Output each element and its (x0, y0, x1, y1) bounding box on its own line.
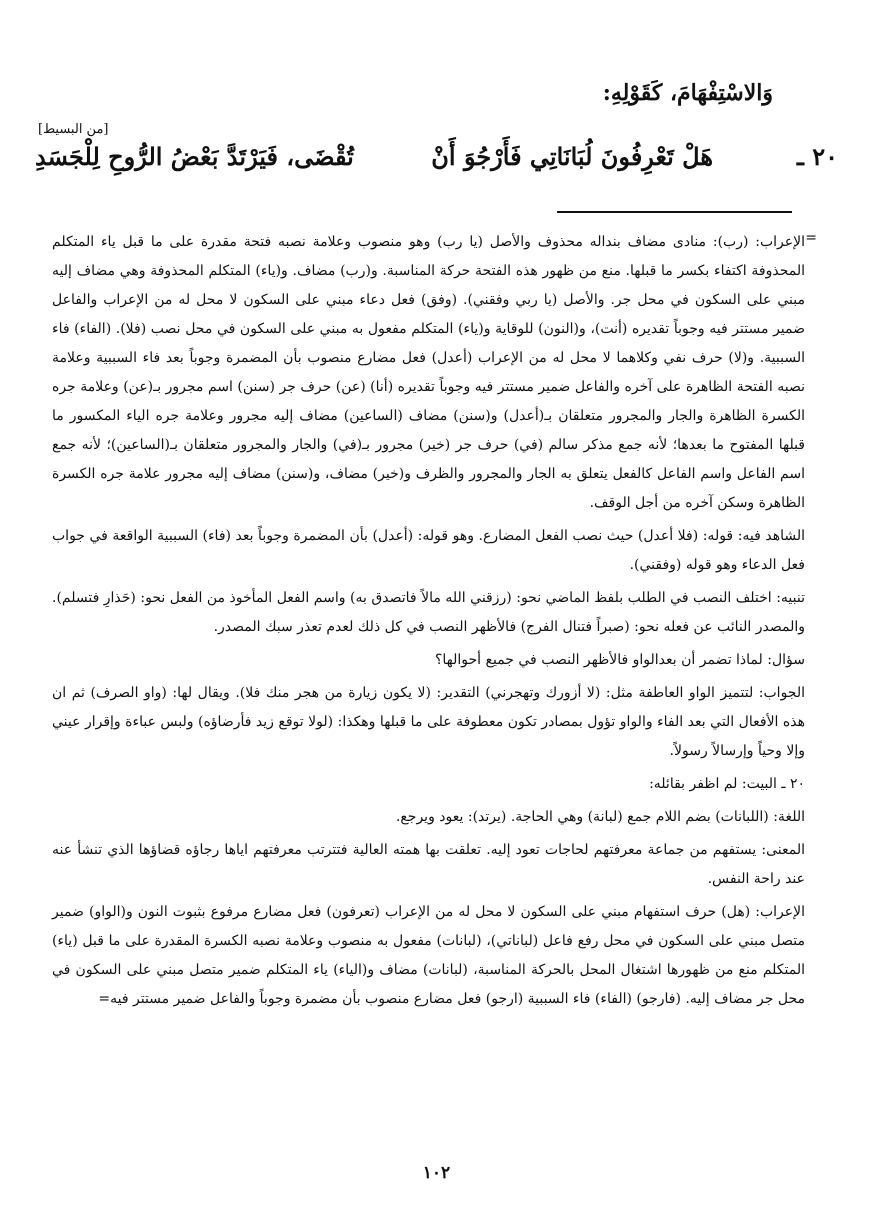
paragraph-label: الإعراب: (755, 904, 806, 920)
footnote-separator (557, 211, 792, 213)
verse-first-hemistich: هَلْ تَعْرِفُونَ لُبَانَاتِي فَأَرْجُوَ أَنْ (431, 142, 713, 171)
page-number: ١٠٢ (422, 1163, 451, 1183)
poetic-meter-label: [من البسيط] (38, 122, 109, 137)
paragraph-text: لم اظفر بقائله: (649, 776, 738, 792)
poetry-verse (35, 140, 838, 180)
paragraph-note (52, 584, 805, 642)
paragraph-label: المعنى: (761, 842, 806, 858)
paragraph-answer (52, 679, 805, 766)
paragraph-text: قوله: (فلا أعدل) حيث نصب الفعل المضارع. وهو قوله: (أعدل) بأن المضمرة وجوباً بعد (فاء) السببية الواقعة في جواب فعل الدعاء وهو قوله (وفقني). (52, 528, 805, 573)
paragraph-verse-source (52, 770, 805, 799)
section-heading: وَالاسْتِفْهَامَ، كَقَوْلِهِ: (602, 80, 773, 106)
paragraph-label: سؤال: (767, 652, 805, 668)
continuation-mark: = (805, 230, 817, 246)
paragraph-label: الشاهد فيه: (737, 528, 806, 544)
paragraph-vocabulary (52, 803, 805, 832)
paragraph-label: الجواب: (758, 685, 805, 701)
paragraph-question (52, 646, 805, 675)
commentary-body (52, 228, 805, 1018)
verse-note-number: ٢٠ ـ (781, 776, 805, 792)
paragraph-irab (52, 228, 805, 518)
paragraph-text: (رب): منادى مضاف بنداله محذوف والأصل (يا رب) وهو منصوب وعلامة نصبه فتحة مقدرة على ما قبل ياء المتكلم المحذوفة اكتفاء بكسر ما قبلها. منع من ظهور هذه الفتحة حركة المناسبة. و(رب) مضاف. و(ياء) المتكلم المحذوفة وهي مضاف إليه مبني على السكون في محل جر. والأصل (يا ربي وفقني). (وفق) فعل دعاء مبني على السكون لا محل له من الإعراب والفاعل ضمير مستتر فيه وجوباً تقديره (أنت)، و(النون) للوقاية و(ياء) المتكلم مفعول به مبني على السكون في محل نصب (فلا). (الفاء) فاء السببية. و(لا) حرف نفي وكلاهما لا محل له من الإعراب (أعدل) فعل مضارع منصوب بأن المضمرة وجوباً بعد فاء السببية وعلامة نصبه الفتحة الظاهرة على آخره والفاعل ضمير مستتر فيه وجوباً تقديره (أنا) (عن) حرف جر (سنن) اسم مجرور بـ(عن) وعلامة جره الكسرة الظاهرة والجار والمجرور متعلقان بـ(أعدل) و(سنن) مضاف (الساعين) مضاف إليه مجرور وعلامة جره الياء المكسور ما قبلها المفتوح ما بعدها؛ لأنه جمع مذكر سالم (في) حرف جر (خير) مجرور بـ(في) والجار والمجرور متعلقان بـ(الساعين)؛ لأنه جمع اسم الفاعل واسم الفاعل كالفعل يتعلق به الجار والمجرور والظرف و(خير) مضاف، و(سنن) مضاف إليه مجرور علامة جره الكسرة الظاهرة وسكن آخره من أجل الوقف. (52, 234, 805, 511)
paragraph-text: لتتميز الواو العاطفة مثل: (لا أزورك وتهجرني) التقدير: (لا يكون زيارة من هجر منك فلا). ويقال لها: (واو الصرف) ثم ان هذه الأفعال التي بعد الفاء والواو تؤول بمصادر تكون معطوفة على ما قبلها وهكذا: (لولا توقع زيد فأرضاؤه) ولبس عباءة وإقرار عيني وإلا وحياً وإرسالاً رسولاً. (52, 685, 805, 759)
paragraph-irab-verse (52, 898, 805, 1014)
paragraph-text: اختلف النصب في الطلب بلفظ الماضي نحو: (رزقني الله مالاً فاتصدق به) واسم الفعل المأخوذ من الفعل نحو: (حَذارِ فتسلم). والمصدر النائب عن فعله نحو: (صبراً فتنال الفرج) فالأظهر النصب في كل ذلك لعدم تعذر سبك المصدر. (52, 590, 805, 635)
verse-number: ٢٠ ـ (796, 142, 838, 171)
paragraph-text: (اللبانات) بضم اللام جمع (لبانة) وهي الحاجة. (يرتد): يعود ويرجع. (395, 809, 769, 825)
paragraph-label: تنبيه: (776, 590, 805, 606)
paragraph-label: البيت: (741, 776, 777, 792)
paragraph-shahid (52, 522, 805, 580)
paragraph-label: اللغة: (773, 809, 805, 825)
verse-second-hemistich: تُقْضَى، فَيَرْتَدَّ بَعْضُ الرُّوحِ لِلْجَسَدِ (35, 142, 354, 171)
paragraph-text: لماذا تضمر أن بعدالواو فالأظهر النصب في جميع أحوالها؟ (434, 652, 763, 668)
paragraph-text: يستفهم من جماعة معرفتهم لحاجات تعود إليه. تعلقت بها همته العالية فتترتب معرفتهم اياها رجاؤه قضاؤها الذي تنشأ عنه عند راحة النفس. (52, 842, 805, 887)
paragraph-meaning (52, 836, 805, 894)
paragraph-label: الإعراب: (755, 234, 805, 250)
paragraph-text: (هل) حرف استفهام مبني على السكون لا محل له من الإعراب (تعرفون) فعل مضارع مرفوع بثبوت النون و(الواو) ضمير متصل مبني على السكون في محل رفع فاعل (لباناتي)، (لبانات) مفعول به منصوب وعلامة نصبه الكسرة المقدرة على ما قبل (ياء) المتكلم منع من ظهورها اشتغال المحل بالحركة المناسبة، (لبانات) مضاف و(الياء) ياء المتكلم ضمير متصل مبني على السكون في محل جر مضاف إليه. (فارجو) (الفاء) فاء السببية (ارجو) فعل مضارع منصوب بأن مضمرة وجوباً والفاعل ضمير مستتر فيه= (52, 904, 805, 1007)
